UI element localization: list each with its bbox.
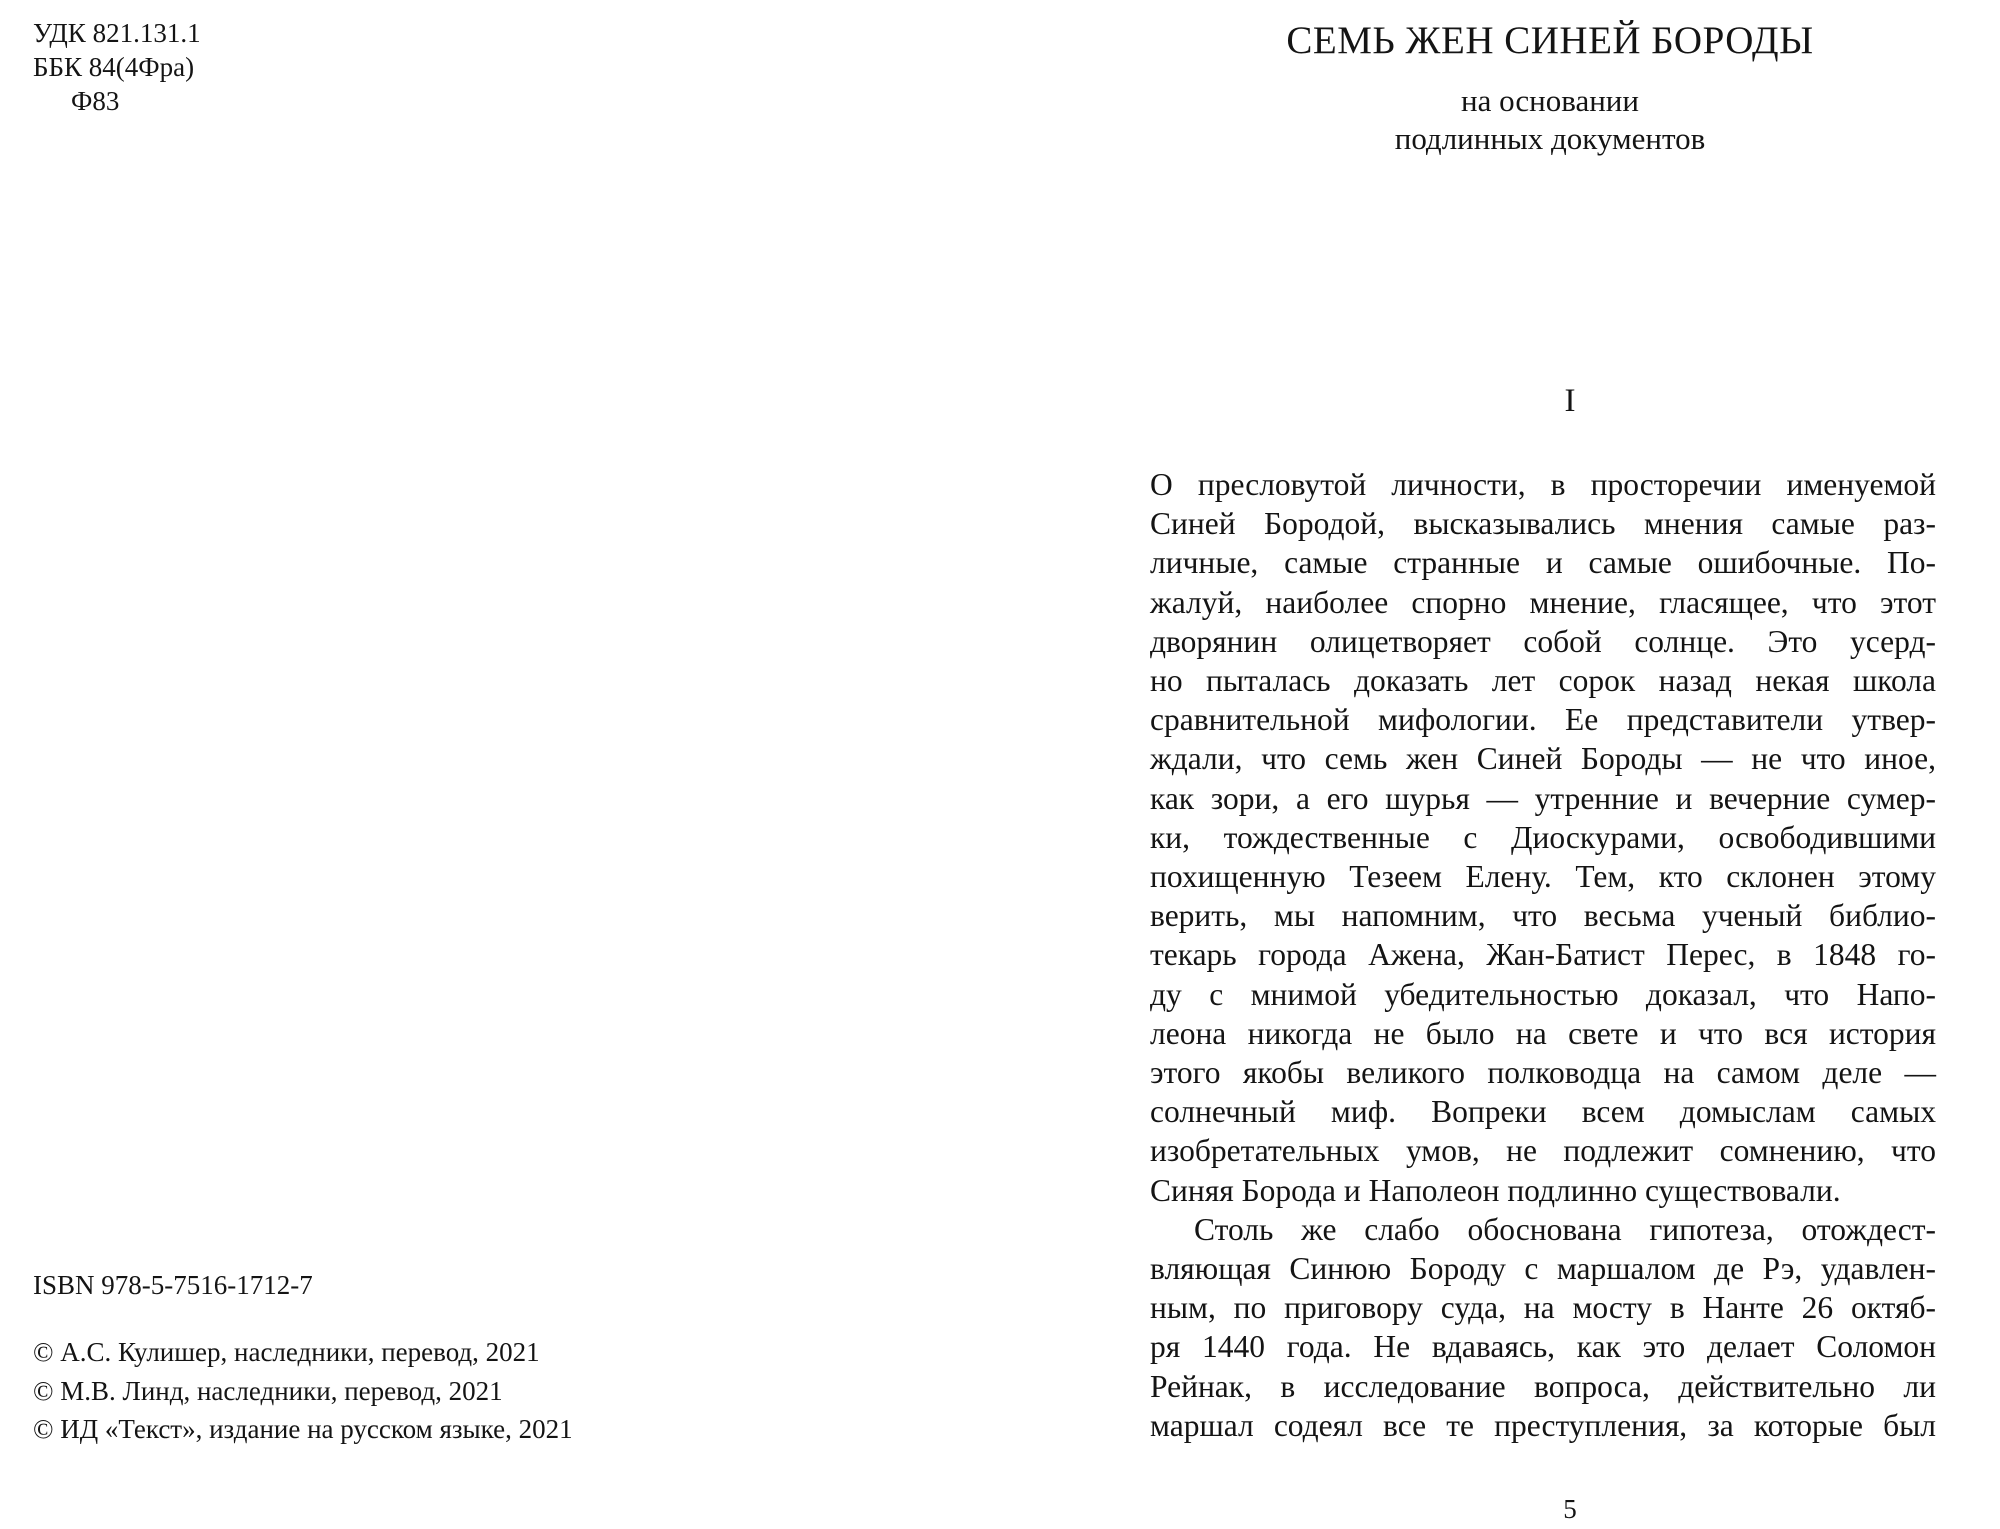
text-line: Столь же слабо обоснована гипотеза, отождест- xyxy=(1194,1211,1936,1247)
subtitle-line: на основании xyxy=(1461,83,1639,118)
subtitle-line: подлинных документов xyxy=(1394,121,1706,156)
text-line: Синяя Борода и Наполеон подлинно существовали. xyxy=(1150,1172,1841,1208)
text-line: похищенную Тезеем Елену. Тем, кто склонен этому xyxy=(1150,859,1936,895)
page-number: 5 xyxy=(1563,1494,1577,1524)
text-line: изобретательных умов, не подлежит сомнению, что xyxy=(1150,1133,1936,1169)
udk-code: УДК 821.131.1 xyxy=(33,18,201,48)
text-line: ждали, что семь жен Синей Бороды — не что иное, xyxy=(1150,741,1936,777)
text-line: леона никогда не было на свете и что вся история xyxy=(1150,1015,1936,1051)
book-subtitle xyxy=(1150,82,1950,158)
isbn: ISBN 978-5-7516-1712-7 xyxy=(33,1270,313,1300)
copyright-line: © ИД «Текст», издание на русском языке, 2021 xyxy=(33,1414,573,1444)
copyright-line: © М.В. Линд, наследники, перевод, 2021 xyxy=(33,1375,503,1406)
text-line: Синей Бородой, высказывались мнения самые раз- xyxy=(1150,506,1936,542)
copyright-list xyxy=(33,1333,573,1449)
text-line: личные, самые странные и самые ошибочные. По- xyxy=(1150,545,1936,581)
text-line: ным, по приговору суда, на мосту в Нанте 26 октяб- xyxy=(1150,1290,1936,1326)
text-line: как зори, а его шурья — утренние и вечерние сумер- xyxy=(1150,780,1936,816)
text-line: Рейнак, в исследование вопроса, действительно ли xyxy=(1150,1368,1936,1404)
text-line: дворянин олицетворяет собой солнце. Это усерд- xyxy=(1150,623,1936,659)
text-line: ду с мнимой убедительностью доказал, что Напо- xyxy=(1150,976,1936,1012)
text-line: сравнительной мифологии. Ее представители утвер- xyxy=(1150,702,1936,738)
body-text xyxy=(1150,465,1936,1445)
text-line: ря 1440 года. Не вдаваясь, как это делает Соломон xyxy=(1150,1329,1936,1365)
bbk-code: ББК 84(4Фра) xyxy=(33,52,195,82)
copyright-line: © А.С. Кулишер, наследники, перевод, 2021 xyxy=(33,1337,540,1367)
text-line: ки, тождественные с Диоскурами, освободившими xyxy=(1150,819,1936,855)
catalog-codes xyxy=(33,16,201,118)
text-line: солнечный миф. Вопреки всем домыслам самых xyxy=(1150,1094,1936,1130)
book-title: СЕМЬ ЖЕН СИНЕЙ БОРОДЫ xyxy=(1286,19,1814,62)
text-line: вляющая Синюю Бороду с маршалом де Рэ, удавлен- xyxy=(1150,1251,1936,1287)
text-line: О пресловутой личности, в просторечии именуемой xyxy=(1150,467,1936,502)
text-line: маршал содеял все те преступления, за которые был xyxy=(1150,1407,1936,1443)
text-line: жалуй, наиболее спорно мнение, гласящее, что этот xyxy=(1150,584,1936,620)
right-page xyxy=(1000,0,2000,1529)
author-mark: Ф83 xyxy=(71,86,120,116)
text-line: верить, мы напомним, что весьма ученый библио- xyxy=(1150,898,1936,934)
text-line: но пыталась доказать лет сорок назад некая школа xyxy=(1150,663,1936,699)
chapter-number: I xyxy=(1564,383,1576,419)
text-line: текарь города Ажена, Жан-Батист Перес, в 1848 го- xyxy=(1150,937,1936,973)
text-line: этого якобы великого полководца на самом деле — xyxy=(1150,1055,1936,1091)
